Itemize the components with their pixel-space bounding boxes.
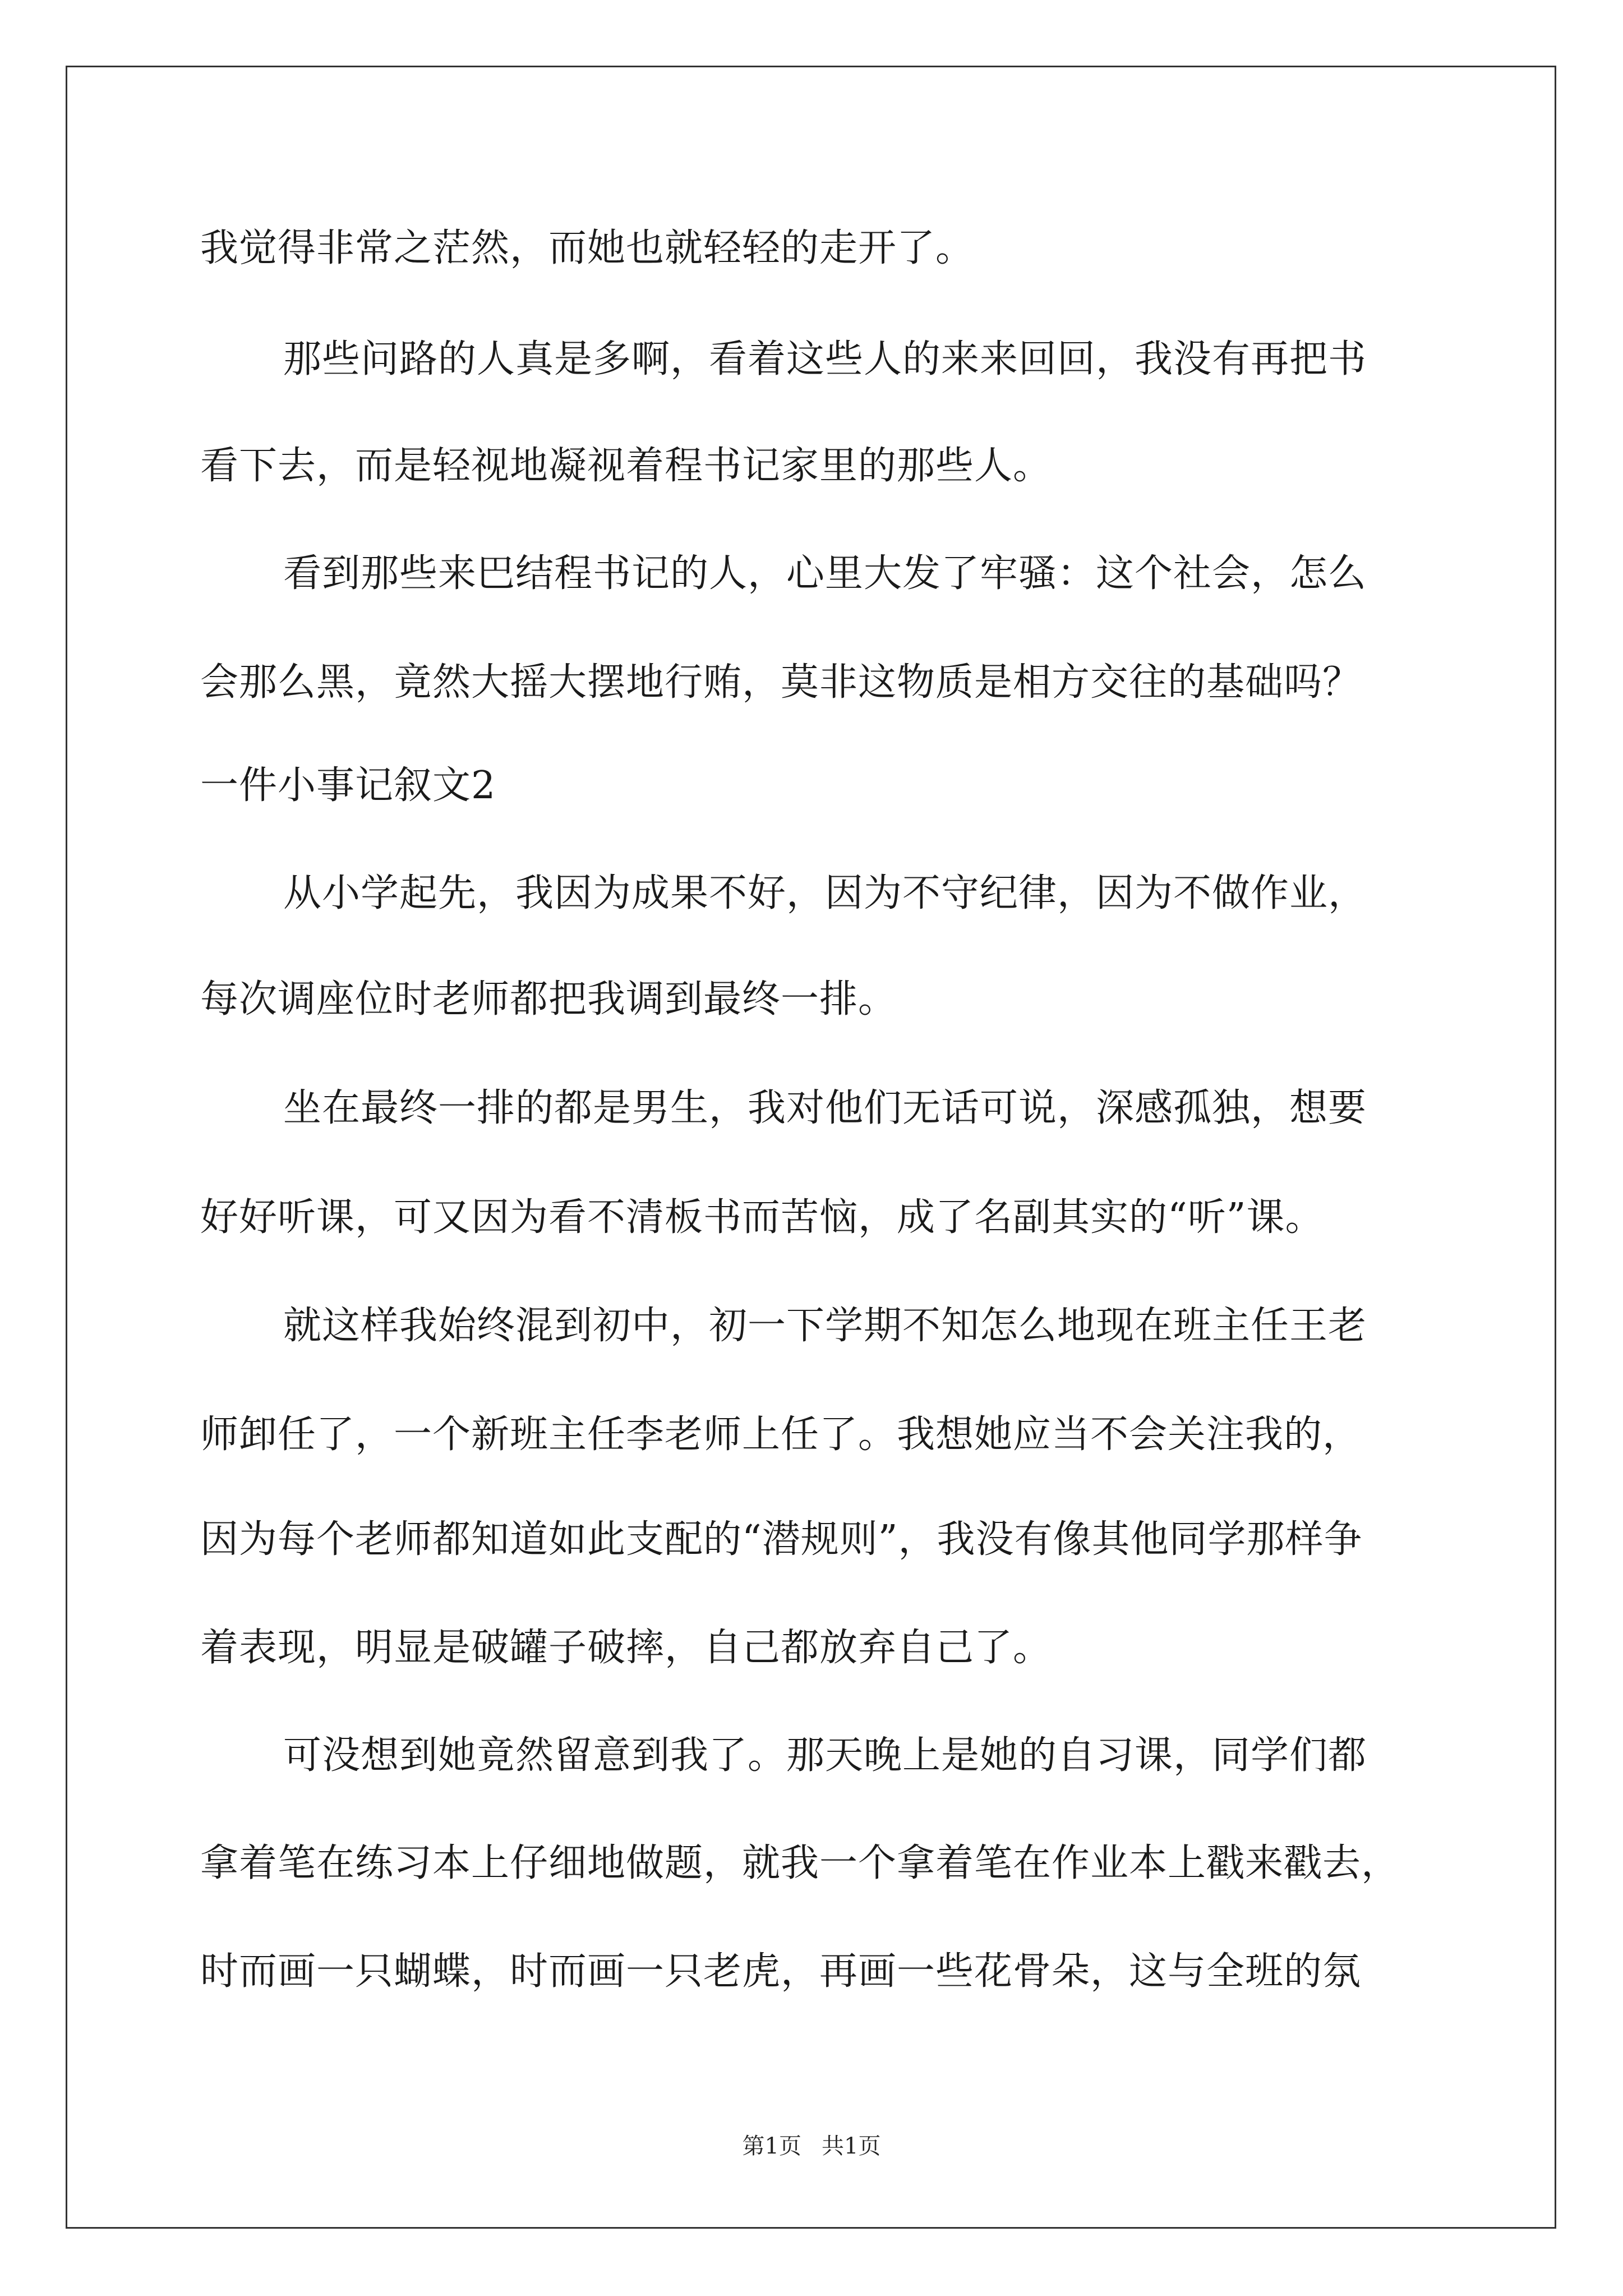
text-line-1: 我觉得非常之茫然，而她也就轻轻的走开了。 [200,226,975,270]
text-line-7: 从小学起先，我因为成果不好，因为不守纪律，因为不做作业， [283,871,1367,915]
section-heading: 一件小事记叙文2 [200,763,496,808]
text-line-9: 坐在最终一排的都是男生，我对他们无话可说，深感孤独，想要 [283,1086,1367,1130]
text-line-15: 可没想到她竟然留意到我了。那天晚上是她的自习课，同学们都 [283,1733,1367,1778]
text-line-13: 因为每个老师都知道如此支配的“潜规则”，我没有像其他同学那样争 [200,1517,1363,1562]
text-line-10: 好好听课，可又因为看不清板书而苦恼，成了名副其实的“听”课。 [200,1195,1324,1240]
text-line-3: 看下去，而是轻视地凝视着程书记家里的那些人。 [200,444,1052,488]
text-line-12: 师卸任了，一个新班主任李老师上任了。我想她应当不会关注我的， [200,1412,1362,1457]
text-line-14: 着表现，明显是破罐子破摔，自己都放弃自己了。 [200,1626,1052,1670]
text-line-8: 每次调座位时老师都把我调到最终一排。 [200,977,897,1022]
text-line-11: 就这样我始终混到初中，初一下学期不知怎么地现在班主任王老 [283,1304,1367,1348]
text-line-16: 拿着笔在练习本上仔细地做题，就我一个拿着笔在作业本上戳来戳去， [200,1841,1400,1885]
page-total: 共1页 [822,2133,881,2159]
text-line-5: 会那么黑，竟然大摇大摆地行贿，莫非这物质是相方交往的基础吗？ [200,660,1362,705]
text-line-4: 看到那些来巴结程书记的人，心里大发了牢骚：这个社会，怎么 [283,551,1367,596]
page-number: 第1页 [742,2133,801,2159]
text-line-2: 那些问路的人真是多啊，看着这些人的来来回回，我没有再把书 [283,337,1367,381]
page-footer [0,2129,1623,2163]
text-line-17: 时而画一只蝴蝶，时而画一只老虎，再画一些花骨朵，这与全班的氛 [200,1949,1362,1994]
